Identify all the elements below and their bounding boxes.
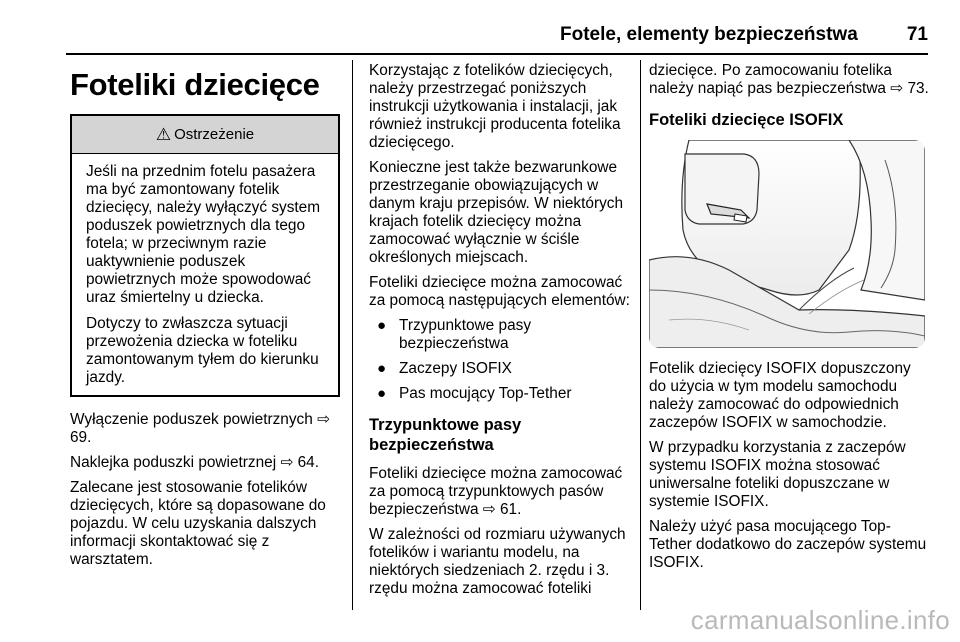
column-divider-right <box>640 60 641 610</box>
list-item-text: Zaczepy ISOFIX <box>399 360 512 377</box>
body-paragraph: Foteliki dziecięce można zamocować za pomocą trzypunktowych pasów bezpieczeństwa ⇨ 61. <box>369 465 623 518</box>
header-rule <box>66 53 928 55</box>
section-heading: Foteliki dziecięce ISOFIX <box>649 111 844 129</box>
list-item <box>369 385 635 403</box>
bullet-list <box>369 317 635 403</box>
warning-box <box>70 114 340 397</box>
warning-title: Ostrzeżenie <box>174 125 255 143</box>
list-item <box>369 360 635 378</box>
isofix-anchor-drawing <box>649 140 925 348</box>
airbag-label-reference: Naklejka poduszki powietrznej ⇨ 64. <box>70 454 320 471</box>
body-paragraph: Zalecane jest stosowanie fotelików dziecięcych, które są dopasowane do pojazdu. W celu uzyskania dalszych informacji skontaktować się z warsztatem. <box>70 479 326 568</box>
warning-body <box>72 154 338 395</box>
isofix-illustration <box>649 140 925 348</box>
column-1 <box>70 62 342 576</box>
body-paragraph: Fotelik dziecięcy ISOFIX dopuszczony do użycia w tym modelu samochodu należy zamocować do odpowiednich zaczepów ISOFIX w samochodzie. <box>649 360 911 431</box>
body-paragraph: Konieczne jest także bezwarunkowe przestrzeganie obowiązujących w danym kraju przepisów. W niektórych krajach fotelik dziecięcy można zamocować wyłącznie w ściśle określonych miejscach. <box>369 159 624 266</box>
bullet-icon: ● <box>377 385 387 402</box>
warning-header <box>72 116 338 154</box>
list-item <box>369 317 635 353</box>
airbag-deactivation-reference: Wyłączenie poduszek powietrznych ⇨ 69. <box>70 411 330 446</box>
section-heading: Trzypunktowe pasy bezpieczeństwa <box>369 416 522 454</box>
bullet-icon: ● <box>377 317 387 334</box>
column-3 <box>649 62 931 579</box>
body-paragraph: Korzystając z fotelików dziecięcych, należy przestrzegać poniższych instrukcji użytkowania i instalacji, jak również instrukcji producenta fotelika dziecięcego. <box>369 62 621 151</box>
body-paragraph: Foteliki dziecięce można zamocować za pomocą następujących elementów: <box>369 274 630 309</box>
warning-paragraph: Dotyczy to zwłaszcza sytuacji przewożenia dziecka w foteliku zamontowanym tyłem do kierunku jazdy. <box>86 315 319 386</box>
column-2 <box>369 62 635 605</box>
warning-icon: ⚠ <box>155 124 172 144</box>
running-header-title: Fotele, elementy bezpieczeństwa <box>560 24 858 45</box>
list-item-text: Pas mocujący Top-Tether <box>399 385 572 402</box>
page-title: Foteliki dziecięce <box>70 67 320 102</box>
body-paragraph: dziecięce. Po zamocowaniu fotelika należy napiąć pas bezpieczeństwa ⇨ 73. <box>649 62 929 97</box>
page-number: 71 <box>906 24 928 45</box>
list-item-text: Trzypunktowe pasy bezpieczeństwa <box>399 317 532 352</box>
body-paragraph: W zależności od rozmiaru używanych fotelików i wariantu modelu, na niektórych siedzeniach 2. rzędu i 3. rzędu można zamocować foteliki <box>369 526 626 597</box>
body-paragraph: W przypadku korzystania z zaczepów systemu ISOFIX można stosować uniwersalne foteliki dopuszczane w systemie ISOFIX. <box>649 439 906 510</box>
bullet-icon: ● <box>377 360 387 377</box>
column-divider-left <box>352 60 353 610</box>
body-paragraph: Należy użyć pasa mocującego Top-Tether dodatkowo do zaczepów systemu ISOFIX. <box>649 518 927 571</box>
warning-paragraph: Jeśli na przednim fotelu pasażera ma być zamontowany fotelik dziecięcy, należy wyłączyć system poduszek powietrznych dla tego fotela; w przeciwnym razie uaktywnienie poduszek powietrznych może spowodować uraz śmiertelny u dziecka. <box>86 163 321 306</box>
watermark: carmanualsonline.info <box>690 605 950 635</box>
